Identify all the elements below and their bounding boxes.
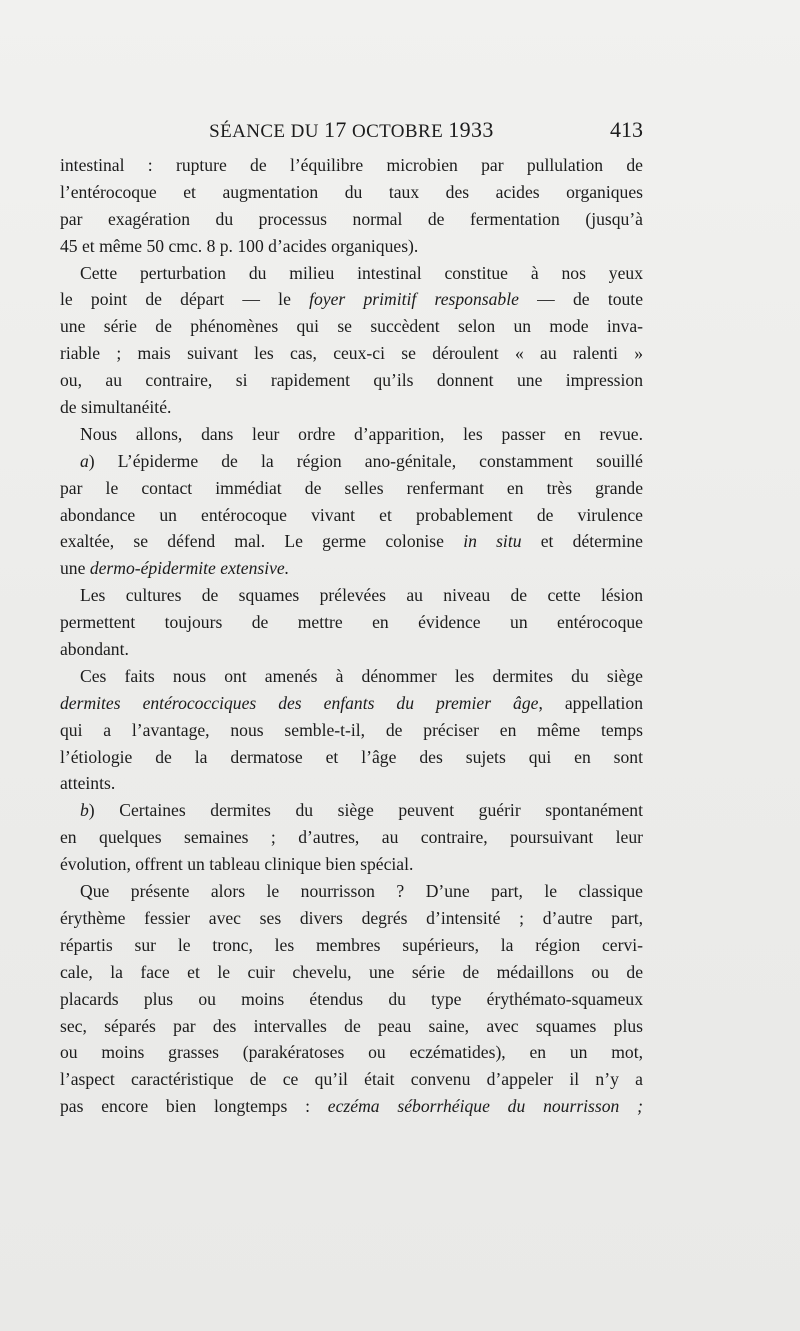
italic-span: dermo-épidermite extensive. xyxy=(89,558,290,579)
text-line: érythème fessier avec ses divers degrés d’intensité ; d’autre part, xyxy=(60,907,643,928)
text-line: évolution, offrent un tableau clinique bien spécial. xyxy=(60,854,414,875)
text-line: permettent toujours de mettre en évidence un entérocoque xyxy=(60,612,643,633)
text-span: le point de départ — le xyxy=(60,289,310,310)
text-line: sec, séparés par des intervalles de peau saine, avec squames plus xyxy=(60,1015,643,1036)
page-header xyxy=(60,117,643,147)
text-span: et détermine xyxy=(521,531,643,552)
text-span: ) L’épiderme de la région ano-génitale, constamment souillé xyxy=(88,450,643,471)
running-head xyxy=(60,117,643,143)
text-line: placards plus ou moins étendus du type érythémato-squameux xyxy=(60,988,643,1009)
running-head-year: 1933 xyxy=(448,117,494,142)
text-line: ou, au contraire, si rapidement qu’ils donnent une impression xyxy=(60,370,643,391)
text-line xyxy=(60,528,643,555)
text-line: l’aspect caractéristique de ce qu’il était convenu d’appeler il n’y a xyxy=(60,1069,643,1090)
text-line: intestinal : rupture de l’équilibre microbien par pullulation de xyxy=(60,155,643,175)
text-line: Que présente alors le nourrisson ? D’une part, le classique xyxy=(80,881,643,902)
text-line: 45 et même 50 cmc. 8 p. 100 d’acides organiques). xyxy=(60,235,419,256)
text-line xyxy=(60,286,643,313)
body-text xyxy=(60,152,643,1120)
italic-span: b xyxy=(80,800,89,821)
text-line: par exagération du processus normal de fermentation (jusqu’à xyxy=(60,208,643,229)
text-line: une série de phénomènes qui se succèdent selon un mode inva- xyxy=(60,316,643,337)
text-span: exaltée, se défend mal. Le germe colonise xyxy=(60,531,464,552)
italic-span: dermites entérococciques des enfants du premier âge xyxy=(60,692,539,713)
running-head-month: OCTOBRE xyxy=(346,121,449,142)
text-line: de simultanéité. xyxy=(60,397,172,418)
text-line: atteints. xyxy=(60,773,116,794)
text-line: répartis sur le tronc, les membres supérieurs, la région cervi- xyxy=(60,934,643,955)
text-line: abondant. xyxy=(60,639,129,660)
running-head-day: 17 xyxy=(323,117,347,142)
text-line: riable ; mais suivant les cas, ceux-ci se déroulent « au ralenti » xyxy=(60,343,643,364)
text-line: par le contact immédiat de selles renfermant en très grande xyxy=(60,477,643,498)
italic-span: eczéma séborrhéique du nourrisson ; xyxy=(327,1096,643,1117)
italic-span: in situ xyxy=(463,531,522,552)
italic-span: foyer primitif responsable xyxy=(309,289,519,310)
page-number: 413 xyxy=(610,117,643,142)
text-line xyxy=(60,448,643,475)
text-span: une xyxy=(60,558,90,579)
text-span: , appellation xyxy=(538,692,643,713)
text-line: abondance un entérocoque vivant et probablement de virulence xyxy=(60,504,643,525)
text-line: qui a l’avantage, nous semble-t-il, de préciser en même temps xyxy=(60,719,643,740)
text-span: pas encore bien longtemps : xyxy=(60,1096,328,1117)
text-line: ou moins grasses (parakératoses ou eczématides), en un mot, xyxy=(60,1042,643,1063)
italic-span: a xyxy=(80,450,89,471)
text-line: Nous allons, dans leur ordre d’apparition, les passer en revue. xyxy=(80,423,643,444)
text-line: l’étiologie de la dermatose et l’âge des sujets qui en sont xyxy=(60,746,643,767)
text-line xyxy=(60,690,643,717)
text-line: en quelques semaines ; d’autres, au contraire, poursuivant leur xyxy=(60,827,643,848)
text-line xyxy=(60,797,643,824)
text-line: cale, la face et le cuir chevelu, une série de médaillons ou de xyxy=(60,961,643,982)
text-line: Cette perturbation du milieu intestinal constitue à nos yeux xyxy=(80,262,643,283)
text-line: l’entérocoque et augmentation du taux des acides organiques xyxy=(60,181,643,202)
text-line: Les cultures de squames prélevées au niveau de cette lésion xyxy=(80,585,643,606)
text-span: — de toute xyxy=(518,289,643,310)
text-span: ) Certaines dermites du siège peuvent guérir spontanément xyxy=(88,800,643,821)
text-line: Ces faits nous ont amenés à dénommer les dermites du siège xyxy=(80,665,643,686)
text-line xyxy=(60,555,643,582)
running-head-prefix: SÉANCE DU xyxy=(209,121,324,142)
text-line xyxy=(60,1093,643,1120)
